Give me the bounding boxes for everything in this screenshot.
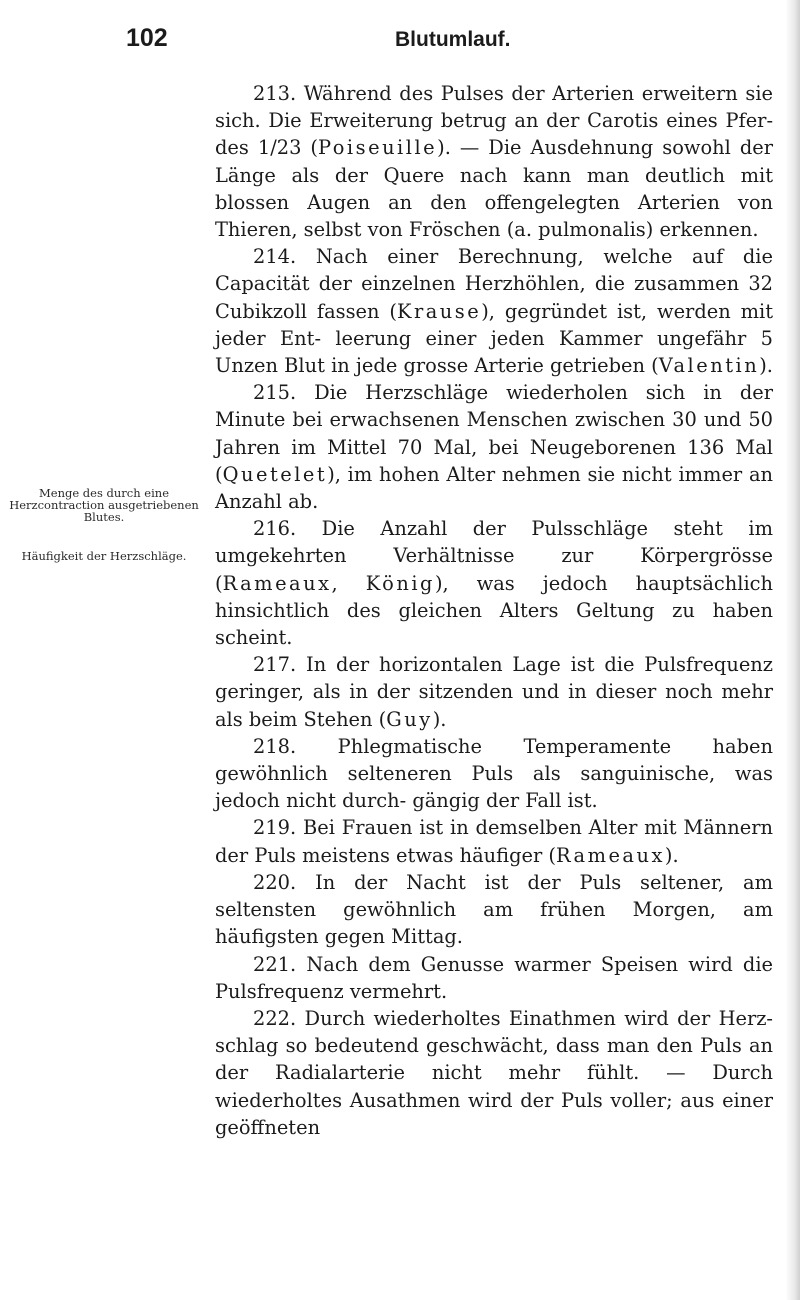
paragraph-text: ( <box>301 136 318 160</box>
running-title: Blutumlauf. <box>395 28 511 51</box>
paragraph-text: ), gegründet ist, werden mit jeder Ent- leerung einer jeden Kammer ungefähr 5 Unzen Blut in jede grosse Arterie getrieben ( <box>215 299 773 378</box>
margin-note-heartbeat-frequency: Häufigkeit der Herzschläge. <box>21 549 187 563</box>
paragraph-text: ). <box>664 843 679 867</box>
paragraph-number: 218. <box>253 734 297 758</box>
paragraph-214 <box>215 243 773 379</box>
paragraph-222 <box>215 1005 773 1141</box>
paragraph-text: Nach dem Genusse warmer Speisen wird die Pulsfrequenz vermehrt. <box>215 952 773 1003</box>
body-text <box>215 80 773 1141</box>
author-name: Valentin <box>658 354 760 378</box>
paragraph-text: ), im hohen Alter nehmen sie nicht immer an Anzahl ab. <box>215 462 773 514</box>
author-name: Guy <box>386 707 433 731</box>
paragraph-number: 219. <box>253 816 297 840</box>
paragraph-219 <box>215 814 773 868</box>
paragraph-221 <box>215 951 773 1005</box>
paragraph-text: ), was jedoch hauptsächlich hinsichtlich des gleichen Alters Geltung zu haben scheint. <box>215 571 774 650</box>
margin-note-blood-volume: Menge des durch eine Herzcontraction ausgetriebenen Blutes. <box>9 486 199 524</box>
paragraph-number: 216. <box>253 517 297 541</box>
paragraph-220 <box>215 869 773 951</box>
page-number: 102 <box>126 24 168 52</box>
paragraph-text: In der Nacht ist der Puls seltener, am seltensten gewöhnlich am frühen Morgen, am häufigsten gegen Mittag. <box>215 870 773 949</box>
paragraph-text: Während des Pulses der Arterien erweitern sie sich. Die Erweiterung betrug an der Carotis eines Pfer- des <box>215 82 773 160</box>
paragraph-218 <box>215 733 773 815</box>
paragraph-number: 217. <box>253 653 297 677</box>
fraction: 1/23 <box>257 136 302 160</box>
paragraph-number: 220. <box>253 870 297 894</box>
paragraph-number: 214. <box>253 245 297 269</box>
paragraph-number: 215. <box>253 381 297 405</box>
paragraph-text: ). <box>759 354 773 378</box>
paragraph-text: Die Anzahl der Pulsschläge steht im umgekehrten Verhältnisse zur Körpergrösse ( <box>215 517 773 595</box>
paragraph-text: Bei Frauen ist in demselben Alter mit Männern der Puls meistens etwas häufiger ( <box>215 816 773 867</box>
paragraph-text: In der horizontalen Lage ist die Pulsfrequenz geringer, als in der sitzenden und in dieser noch mehr als beim Stehen ( <box>215 653 773 731</box>
paragraph-text: Nach einer Berechnung, welche auf die Capacität der einzelnen Herzhöhlen, die zusammen 32 Cubikzoll fassen ( <box>215 245 773 323</box>
paragraph-text: ). <box>432 707 447 731</box>
paragraph-text: Durch wiederholtes Einathmen wird der Herz- schlag so bedeutend geschwächt, dass man den Puls an der Radialarterie nicht mehr fühlt. — Durch wiederholtes Ausathmen wird der Puls voller; aus einer geöffneten <box>215 1006 773 1139</box>
scan-edge-shadow <box>786 0 800 1300</box>
author-name: Krause <box>396 299 482 323</box>
author-name: Rameaux <box>222 571 332 595</box>
paragraph-text: Phlegmatische Temperamente haben gewöhnlich selteneren Puls als sanguinische, was jedoch nicht durch- gängig der Fall ist. <box>215 734 773 813</box>
paragraph-216 <box>215 515 773 651</box>
paragraph-text: , <box>331 571 366 595</box>
author-name: Poiseuille <box>318 136 438 160</box>
paragraph-213 <box>215 80 773 243</box>
paragraph-number: 213. <box>253 82 297 105</box>
paragraph-number: 221. <box>253 952 297 976</box>
paragraph-text: Die Herzschläge wiederholen sich in der Minute bei erwachsenen Menschen zwischen 30 und 50 Jahren im Mittel 70 Mal, bei Neugeborenen 136 Mal ( <box>215 381 773 486</box>
paragraph-215 <box>215 379 773 515</box>
page-header <box>0 24 800 64</box>
author-name: Quetelet <box>222 462 328 486</box>
paragraph-217 <box>215 651 773 733</box>
author-name: Rameaux <box>555 843 665 867</box>
author-name: König <box>365 571 435 595</box>
paragraph-text: ). — Die Ausdehnung sowohl der Länge als der Quere nach kann man deutlich mit blossen Augen an den offengelegten Arterien von Thieren, selbst von Fröschen (a. pulmonalis) erkennen. <box>215 136 773 242</box>
paragraph-number: 222. <box>253 1006 297 1030</box>
